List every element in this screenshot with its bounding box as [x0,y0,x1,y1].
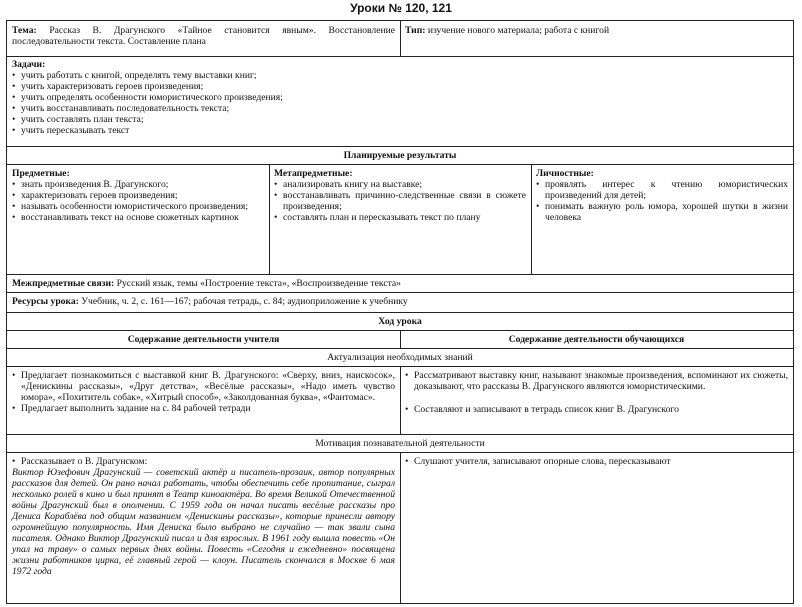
personal-results-list [536,179,788,223]
stage2-students-list [405,456,788,467]
stage1-students-cell [400,366,793,434]
result-item: • восстанавливать причинно-следственные связи в сюжете произведения; [274,190,526,212]
subject-results-cell [7,164,269,274]
planned-results-heading: Планируемые результаты [343,150,457,161]
stage1-teacher-list [12,370,395,414]
result-item: • восстанавливать текст на основе сюжетных картинок [12,212,264,223]
task-item: • учить восстанавливать последовательность текста; [12,103,788,114]
result-item: • называть особенности юмористического произведения; [12,201,264,212]
topic-text: Рассказ В. Драгунского «Тайное становится явным». Восстановление последовательности текста. Составление плана [12,25,395,47]
lesson-plan-table [6,20,794,604]
writer-biography-text: Виктор Юзефович Драгунский — советский актёр и писатель-прозаик, автор популярных рассказов для детей. Он рано начал работать, чтобы обеспечить себе пропитание, сыграл несколько ролей в кино и был принят в Театр киноактёра. Во время Великой Отечественной войны Драгунский был в ополчении. С 1959 года он начал писать весёлые рассказы про Дениса Кораблёва под общим названием «Денискины рассказы», которые принесли автору огромнейшую популярность. Имя Дениска было выбрано не случайно — так звали сына писателя. Однако Виктор Драгунский писал и для взрослых. В 1961 году вышла повесть «Он упал на траву» о самых первых днях войны. Повесть «Сегодня и ежедневно» посвящена жизни работников цирка, её главный герой — клоун. Писатель скончался в Москве 6 мая 1972 года [12,467,395,577]
result-item: • характеризовать героев произведения; [12,190,264,201]
result-item: • анализировать книгу на выставке; [274,179,526,190]
resources-label: Ресурсы урока: [12,296,79,307]
result-item: • знать произведения В. Драгунского; [12,179,264,190]
task-item: • учить определять особенности юмористического произведения; [12,92,788,103]
result-item: • проявлять интерес к чтению юмористических произведений для детей; [536,179,788,201]
tasks-list [12,70,788,136]
stage2-title: Мотивация познавательной деятельности [315,438,485,449]
resources-text: Учебник, ч. 2, с. 161—167; рабочая тетрадь, с. 84; аудиоприложение к учебнику [81,296,408,307]
type-text: изучение нового материала; работа с книгой [427,25,610,36]
page-title: Уроки № 120, 121 [350,1,452,15]
interdisciplinary-cell [7,274,793,292]
task-item: • учить работать с книгой, определять тему выставки книг; [12,70,788,81]
tasks-label: Задачи: [12,59,46,70]
interdisciplinary-text: Русский язык, темы «Построение текста», «Воспроизведение текста» [116,278,401,289]
subject-results-list [12,179,264,223]
personal-results-label: Личностные: [536,168,594,179]
tasks-cell [7,56,793,146]
stage1-students-list [405,370,788,415]
result-item: • понимать важную роль юмора, хорошей шутки в жизни человека [536,201,788,223]
subject-results-label: Предметные: [12,168,70,179]
task-item: • учить составлять план текста; [12,114,788,125]
student-activity-item: • Слушают учителя, записывают опорные слова, пересказывают [405,456,788,467]
stage2-teacher-cell [7,452,400,603]
teacher-activity-item: • Рассказывает о В. Драгунском: [12,456,395,467]
type-cell [400,21,793,56]
meta-results-cell [269,164,531,274]
student-activity-item: • Рассматривают выставку книг, называют знакомые произведения, вспоминают их сюжеты, доказывают, что рассказы В. Драгунского являются юмористическими. [405,370,788,392]
type-label: Тип: [405,25,426,36]
student-activity-item: • Составляют и записывают в тетрадь список книг В. Драгунского [405,404,788,415]
teacher-activity-item: • Предлагает познакомиться с выставкой книг В. Драгунского: «Сверху, вниз, наискосок», «Денискины рассказы», «Друг детства», «Весёлые рассказы», «Надо иметь чувство юмора», «Похититель собак», «Хитрый способ», «Заколдованная буква», «Фантомас». [12,370,395,403]
personal-results-cell [531,164,793,274]
meta-results-label: Метапредметные: [274,168,353,179]
teacher-activity-item: • Предлагает выполнить задание на с. 84 рабочей тетради [12,403,395,414]
stage2-teacher-list [12,456,395,467]
result-item: • составлять план и пересказывать текст по плану [274,212,526,223]
topic-cell [7,21,400,56]
task-item: • учить характеризовать героев произведения; [12,81,788,92]
task-item: • учить пересказывать текст [12,125,788,136]
stage1-title: Актуализация необходимых знаний [327,352,473,363]
teacher-column-header: Содержание деятельности учителя [127,334,280,345]
meta-results-list [274,179,526,223]
lesson-flow-heading: Ход урока [378,316,422,327]
resources-cell [7,292,793,312]
topic-label: Тема: [12,25,37,36]
stage2-students-cell [400,452,793,603]
interdisciplinary-label: Межпредметные связи: [12,278,115,289]
students-column-header: Содержание деятельности обучающихся [508,334,685,345]
stage1-teacher-cell [7,366,400,434]
